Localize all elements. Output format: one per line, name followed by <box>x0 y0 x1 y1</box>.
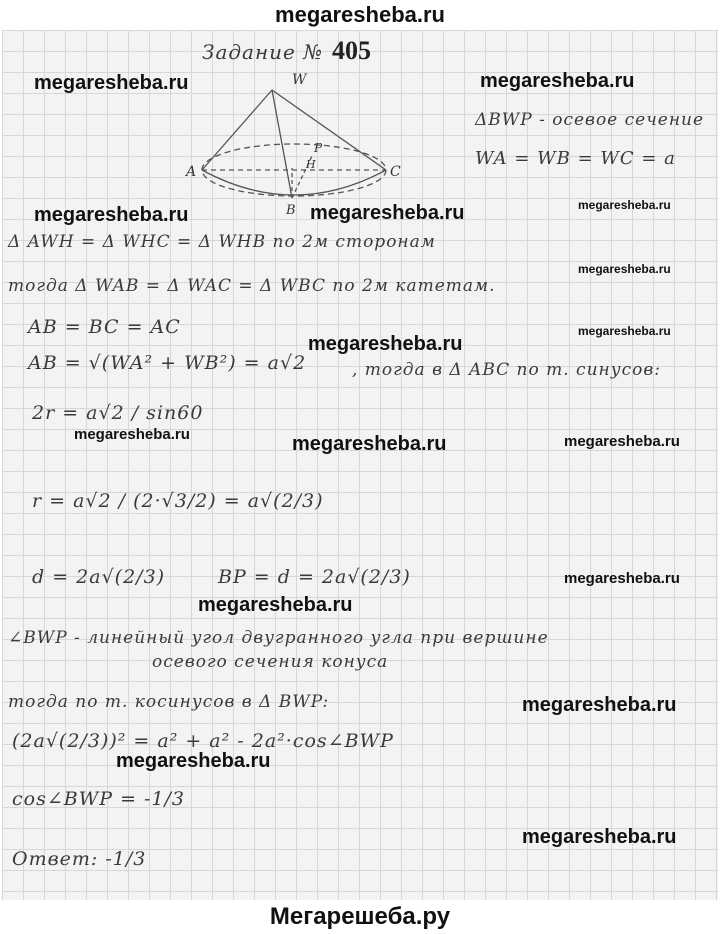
watermark: megaresheba.ru <box>198 594 353 616</box>
label-a: A <box>186 164 197 180</box>
watermark: megaresheba.ru <box>522 694 677 716</box>
watermark: megaresheba.ru <box>308 333 463 355</box>
header-site-name[interactable]: megaresheba.ru <box>275 2 445 27</box>
watermark: megaresheba.ru <box>310 202 465 224</box>
solution-line-1: Δ AWH = Δ WHC = Δ WHB по 2м сторонам <box>8 232 436 252</box>
solution-line-2: тогда Δ WAB = Δ WAC = Δ WBC по 2м катетам. <box>8 276 496 296</box>
watermark: megaresheba.ru <box>578 262 671 276</box>
solution-line-4: AB = √(WA² + WB²) = a√2 <box>28 352 307 374</box>
solution-line-7b: BP = d = 2a√(2/3) <box>218 566 411 588</box>
label-c: C <box>390 164 401 180</box>
note-equal-edges: WA = WB = WC = a <box>475 148 676 169</box>
solution-line-10: (2a√(2/3))² = a² + a² - 2a²·cos∠BWP <box>12 730 394 752</box>
watermark: megaresheba.ru <box>578 324 671 338</box>
label-h: H <box>306 158 316 171</box>
label-b: B <box>286 203 296 218</box>
task-label: Задание № <box>202 40 324 64</box>
solution-line-8: ∠BWP - линейный угол двугранного угла при вершине <box>8 628 549 648</box>
watermark: megaresheba.ru <box>292 433 447 455</box>
answer-line: Ответ: -1/3 <box>12 848 147 870</box>
label-p: P <box>314 141 323 155</box>
handwritten-sheet <box>2 30 718 900</box>
watermark: megaresheba.ru <box>34 204 189 226</box>
solution-line-5: 2r = a√2 / sin60 <box>32 402 204 424</box>
label-w: W <box>292 72 307 88</box>
watermark: megaresheba.ru <box>578 198 671 212</box>
solution-line-9: тогда по т. косинусов в Δ BWP: <box>8 692 330 712</box>
watermark: megaresheba.ru <box>564 570 680 587</box>
solution-line-8b: осевого сечения конуса <box>152 652 389 672</box>
solution-line-3: AB = BC = AC <box>28 316 181 338</box>
note-axial-section: ΔBWP - осевое сечение <box>475 110 705 130</box>
watermark: megaresheba.ru <box>74 426 190 443</box>
watermark: megaresheba.ru <box>564 433 680 450</box>
watermark: megaresheba.ru <box>522 826 677 848</box>
task-number: 405 <box>332 36 371 65</box>
solution-line-11: cos∠BWP = -1/3 <box>12 788 186 810</box>
solution-line-7a: d = 2a√(2/3) <box>32 566 166 588</box>
solution-line-4b: , тогда в Δ ABC по т. синусов: <box>352 360 661 380</box>
watermark: megaresheba.ru <box>480 70 635 92</box>
footer-site-name[interactable]: Мегарешеба.ру <box>269 903 451 930</box>
watermark: megaresheba.ru <box>34 72 189 94</box>
solution-line-6: r = a√2 / (2·√3/2) = a√(2/3) <box>32 490 324 512</box>
watermark: megaresheba.ru <box>116 750 271 772</box>
